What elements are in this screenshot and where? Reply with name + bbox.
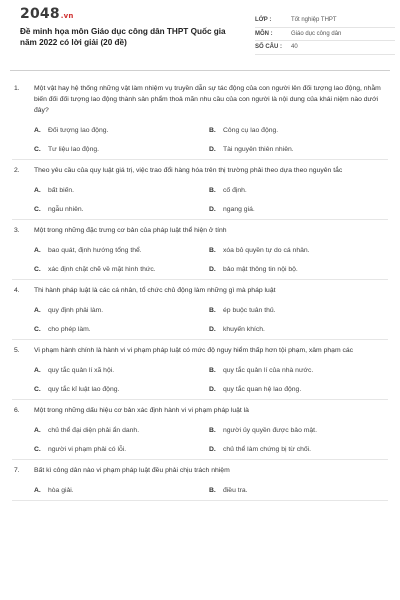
- option-letter: D.: [209, 266, 216, 273]
- logo-suffix: .vn: [60, 12, 74, 20]
- question-number: 6.: [14, 407, 20, 414]
- question-number: 2.: [14, 167, 20, 174]
- answer-option[interactable]: [209, 245, 384, 256]
- option-letter: A.: [34, 187, 41, 194]
- option-text: chủ thể đại diện phải ẩn danh.: [48, 427, 140, 434]
- option-text: cho phép làm.: [48, 326, 91, 333]
- question-text: Vi phạm hành chính là hành vi vi phạm pháp luật có mức độ nguy hiểm thấp hơn tội phạm, xâm phạm các: [34, 347, 354, 354]
- question-text: Theo yêu cầu của quy luật giá trị, việc trao đổi hàng hóa trên thị trường phải theo dựa theo nguyên tắc: [34, 167, 343, 174]
- option-letter: D.: [209, 146, 216, 153]
- question-item: [12, 400, 388, 460]
- option-text: Đối tượng lao động.: [48, 127, 109, 134]
- question-item: [12, 460, 388, 501]
- option-text: Tư liệu lao động.: [48, 146, 100, 153]
- option-letter: B.: [209, 367, 216, 374]
- option-text: bất biến.: [48, 187, 75, 194]
- option-letter: B.: [209, 187, 216, 194]
- question-stem: [12, 83, 388, 116]
- answer-options: [34, 365, 388, 395]
- option-letter: C.: [34, 326, 41, 333]
- option-text: xác định chặt chẽ về mặt hình thức.: [48, 266, 156, 273]
- question-stem: [12, 345, 388, 356]
- answer-option[interactable]: [34, 125, 209, 136]
- answer-option[interactable]: [209, 264, 384, 275]
- option-text: ngang giá.: [223, 206, 255, 213]
- question-text: Một trong những đặc trưng cơ bản của pháp luật thể hiện ở tính: [34, 227, 227, 234]
- answer-option[interactable]: [209, 444, 384, 455]
- meta-value: 40: [291, 44, 298, 51]
- option-text: người ủy quyền được bảo mật.: [223, 427, 317, 434]
- option-letter: C.: [34, 146, 41, 153]
- question-number: 1.: [14, 85, 20, 92]
- question-item: [12, 220, 388, 280]
- option-letter: A.: [34, 127, 41, 134]
- question-item: [12, 78, 388, 160]
- answer-option[interactable]: [209, 324, 384, 335]
- question-stem: [12, 165, 388, 176]
- question-stem: [12, 225, 388, 236]
- question-text: Một trong những dấu hiệu cơ bản xác định hành vi vi phạm pháp luật là: [34, 407, 249, 414]
- question-number: 4.: [14, 287, 20, 294]
- answer-options: [34, 485, 388, 496]
- answer-option[interactable]: [209, 185, 384, 196]
- option-letter: A.: [34, 367, 41, 374]
- option-letter: D.: [209, 326, 216, 333]
- option-text: điều tra.: [223, 487, 248, 494]
- question-number: 7.: [14, 467, 20, 474]
- answer-option[interactable]: [34, 365, 209, 376]
- document-meta: [255, 14, 395, 55]
- option-text: chủ thể làm chứng bị từ chối.: [223, 446, 312, 453]
- answer-option[interactable]: [34, 324, 209, 335]
- option-letter: B.: [209, 307, 216, 314]
- option-text: quy tắc quan hệ lao động.: [223, 386, 302, 393]
- answer-option[interactable]: [209, 425, 384, 436]
- option-text: quy tắc kỉ luật lao động.: [48, 386, 120, 393]
- answer-option[interactable]: [34, 144, 209, 155]
- answer-option[interactable]: [34, 264, 209, 275]
- option-text: quy tắc quản lí của nhà nước.: [223, 367, 314, 374]
- site-logo[interactable]: [20, 6, 74, 22]
- answer-option[interactable]: [34, 204, 209, 215]
- option-text: bao quát, định hướng tổng thể.: [48, 247, 142, 254]
- meta-key: SỐ CÂU :: [255, 44, 282, 51]
- header-divider: [10, 70, 390, 71]
- answer-option[interactable]: [209, 384, 384, 395]
- answer-option[interactable]: [209, 125, 384, 136]
- answer-option[interactable]: [209, 305, 384, 316]
- option-letter: B.: [209, 247, 216, 254]
- logo-text: 2048: [20, 6, 60, 22]
- option-text: Công cụ lao động.: [223, 127, 279, 134]
- option-text: cố định.: [223, 187, 247, 194]
- option-text: người vi phạm phải có lỗi.: [48, 446, 127, 453]
- meta-key: LỚP :: [255, 17, 272, 24]
- option-letter: B.: [209, 127, 216, 134]
- option-letter: D.: [209, 446, 216, 453]
- document-title: Đề minh họa môn Giáo dục công dân THPT Quốc gia năm 2022 có lời giải (20 đề): [20, 27, 226, 47]
- question-stem: [12, 465, 388, 476]
- question-item: [12, 160, 388, 220]
- question-number: 3.: [14, 227, 20, 234]
- meta-row-class: [255, 14, 395, 28]
- question-text: Thi hành pháp luật là các cá nhân, tổ chức chủ động làm những gì mà pháp luật: [34, 287, 276, 294]
- option-letter: A.: [34, 427, 41, 434]
- option-text: hòa giải.: [48, 487, 74, 494]
- answer-option[interactable]: [209, 485, 384, 496]
- option-letter: A.: [34, 247, 41, 254]
- answer-option[interactable]: [34, 384, 209, 395]
- answer-option[interactable]: [34, 245, 209, 256]
- option-text: quy định phải làm.: [48, 307, 104, 314]
- option-letter: C.: [34, 266, 41, 273]
- answer-option[interactable]: [34, 485, 209, 496]
- option-letter: B.: [209, 487, 216, 494]
- meta-value: Giáo dục công dân: [291, 30, 342, 37]
- option-text: bảo mật thông tin nội bộ.: [223, 266, 298, 273]
- answer-options: [34, 125, 388, 155]
- option-text: xóa bỏ quyền tự do cá nhân.: [223, 247, 310, 254]
- question-stem: [12, 285, 388, 296]
- answer-option[interactable]: [34, 305, 209, 316]
- option-text: ngẫu nhiên.: [48, 206, 84, 213]
- option-text: khuyến khích.: [223, 326, 265, 333]
- question-number: 5.: [14, 347, 20, 354]
- answer-option[interactable]: [34, 425, 209, 436]
- question-item: [12, 280, 388, 340]
- question-list: [12, 78, 388, 501]
- answer-option[interactable]: [34, 444, 209, 455]
- option-letter: C.: [34, 206, 41, 213]
- document-header: [10, 0, 390, 64]
- answer-options: [34, 245, 388, 275]
- option-text: Tài nguyên thiên nhiên.: [223, 146, 294, 153]
- option-letter: A.: [34, 307, 41, 314]
- option-text: ép buộc tuân thủ.: [223, 307, 276, 314]
- question-text: Bất kì công dân nào vi phạm pháp luật đều phải chịu trách nhiệm: [34, 467, 230, 474]
- option-letter: B.: [209, 427, 216, 434]
- answer-option[interactable]: [34, 185, 209, 196]
- option-letter: D.: [209, 206, 216, 213]
- answer-option[interactable]: [209, 365, 384, 376]
- answer-options: [34, 305, 388, 335]
- answer-option[interactable]: [209, 144, 384, 155]
- option-letter: C.: [34, 386, 41, 393]
- option-letter: D.: [209, 386, 216, 393]
- option-letter: A.: [34, 487, 41, 494]
- answer-options: [34, 185, 388, 215]
- question-item: [12, 340, 388, 400]
- meta-value: Tốt nghiệp THPT: [291, 17, 337, 24]
- meta-row-subject: [255, 28, 395, 42]
- answer-option[interactable]: [209, 204, 384, 215]
- meta-row-count: [255, 41, 395, 55]
- option-text: quy tắc quản lí xã hội.: [48, 367, 115, 374]
- question-stem: [12, 405, 388, 416]
- question-text: Một vật hay hệ thống những vật làm nhiệm vụ truyền dẫn sự tác động của con người lên đối tượng lao động, nhằm biến đối đối tượng lao động thành sản phẩm thoả mãn nhu cầu của con người là nội dung của khái niệm nào dưới đây?: [34, 85, 381, 114]
- answer-options: [34, 425, 388, 455]
- meta-key: MÔN :: [255, 30, 273, 37]
- option-letter: C.: [34, 446, 41, 453]
